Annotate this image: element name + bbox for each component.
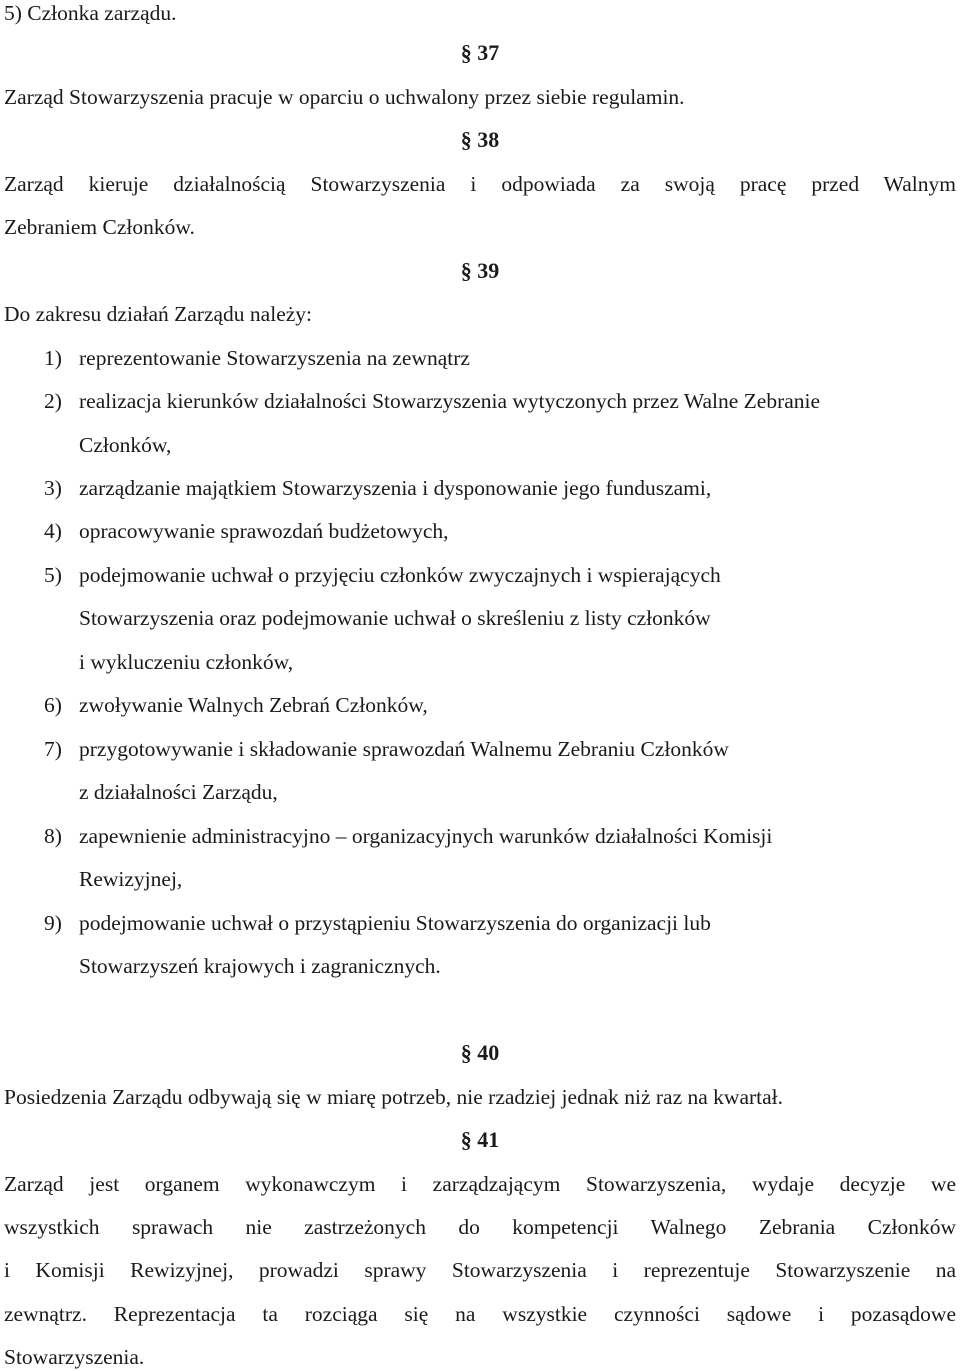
section-41-line: wszystkich sprawach nie zastrzeżonych do kompetencji Walnego Zebrania Członków: [4, 1215, 956, 1239]
list-item-text: Rewizyjnej,: [79, 867, 183, 891]
list-item-number: 3): [44, 476, 62, 500]
section-39-heading: § 39: [460, 258, 500, 283]
list-item-top: 5) Członka zarządu.: [4, 1, 177, 25]
list-item-text: realizacja kierunków działalności Stowarzyszenia wytyczonych przez Walne Zebranie: [79, 389, 821, 413]
section-38-line-2: Zebraniem Członków.: [4, 215, 195, 239]
list-item-number: 2): [44, 389, 62, 413]
section-41-line: i Komisji Rewizyjnej, prowadzi sprawy Stowarzyszenia i reprezentuje Stowarzyszenie na: [4, 1258, 956, 1282]
list-item-text: zwoływanie Walnych Zebrań Członków,: [79, 693, 428, 717]
section-39-intro: Do zakresu działań Zarządu należy:: [4, 302, 313, 326]
list-item-number: 4): [44, 519, 62, 543]
list-item-text: Stowarzyszenia oraz podejmowanie uchwał o skreśleniu z listy członków: [79, 606, 711, 630]
list-item-number: 7): [44, 737, 62, 761]
list-item-number: 8): [44, 824, 62, 848]
section-40-text: Posiedzenia Zarządu odbywają się w miarę potrzeb, nie rzadziej jednak niż raz na kwartał.: [4, 1085, 784, 1109]
section-40-heading: § 40: [460, 1040, 500, 1065]
section-38-line-1: Zarząd kieruje działalnością Stowarzyszenia i odpowiada za swoją pracę przed Walnym: [4, 172, 956, 196]
section-41-line: zewnątrz. Reprezentacja ta rozciąga się na wszystkie czynności sądowe i pozasądowe: [4, 1302, 956, 1326]
section-41-line-last: Stowarzyszenia.: [4, 1345, 145, 1369]
list-item-number: 9): [44, 911, 62, 935]
list-item-number: 5): [44, 563, 62, 587]
list-item-text: przygotowywanie i składowanie sprawozdań Walnemu Zebraniu Członków: [79, 737, 729, 761]
list-item-text: z działalności Zarządu,: [79, 780, 278, 804]
list-item-number: 1): [44, 346, 62, 370]
section-37-text: Zarząd Stowarzyszenia pracuje w oparciu o uchwalony przez siebie regulamin.: [4, 85, 685, 109]
list-item-text: podejmowanie uchwał o przyjęciu członków zwyczajnych i wspierających: [79, 563, 721, 587]
list-item-text: Stowarzyszeń krajowych i zagranicznych.: [79, 954, 441, 978]
section-38-heading: § 38: [460, 127, 500, 152]
list-item-text: opracowywanie sprawozdań budżetowych,: [79, 519, 449, 543]
list-item-text: reprezentowanie Stowarzyszenia na zewnątrz: [79, 346, 470, 370]
section-37-heading: § 37: [460, 40, 500, 65]
list-item-text: zarządzanie majątkiem Stowarzyszenia i dysponowanie jego funduszami,: [79, 476, 712, 500]
list-item-text: i wykluczeniu członków,: [79, 650, 294, 674]
list-item-number: 6): [44, 693, 62, 717]
list-item-text: podejmowanie uchwał o przystąpieniu Stowarzyszenia do organizacji lub: [79, 911, 711, 935]
section-41-heading: § 41: [460, 1127, 500, 1152]
section-41-line: Zarząd jest organem wykonawczym i zarządzającym Stowarzyszenia, wydaje decyzje we: [4, 1172, 956, 1196]
list-item-text: Członków,: [79, 433, 172, 457]
list-item-text: zapewnienie administracyjno – organizacyjnych warunków działalności Komisji: [79, 824, 773, 848]
